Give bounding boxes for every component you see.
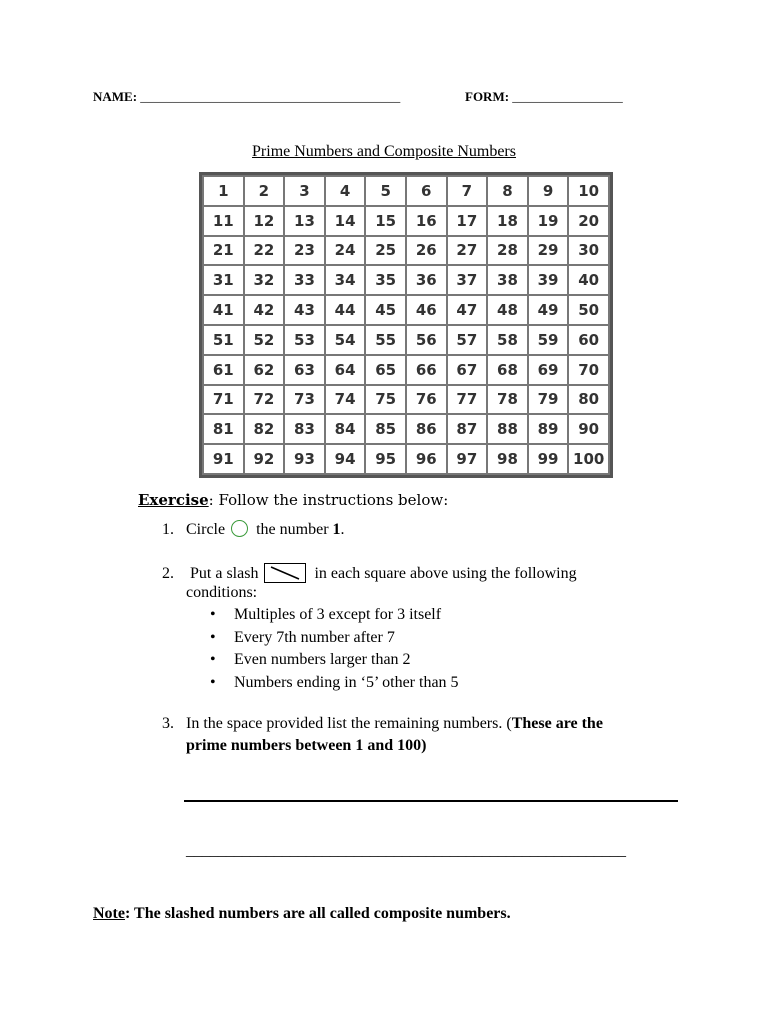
- grid-cell[interactable]: 67: [447, 355, 488, 385]
- grid-cell[interactable]: 87: [447, 414, 488, 444]
- grid-cell[interactable]: 70: [568, 355, 609, 385]
- grid-cell[interactable]: 51: [203, 325, 244, 355]
- grid-cell[interactable]: 93: [284, 444, 325, 474]
- grid-cell[interactable]: 56: [406, 325, 447, 355]
- page-title: Prime Numbers and Composite Numbers: [252, 143, 516, 160]
- grid-cell[interactable]: 59: [528, 325, 569, 355]
- grid-cell[interactable]: 22: [244, 236, 285, 266]
- exercise-instruction: : Follow the instructions below:: [208, 491, 449, 509]
- grid-cell[interactable]: 44: [325, 295, 366, 325]
- grid-cell[interactable]: 90: [568, 414, 609, 444]
- name-blank[interactable]: ________________________________________: [140, 89, 401, 104]
- grid-row: [203, 236, 609, 266]
- grid-cell[interactable]: 74: [325, 385, 366, 415]
- grid-row: [203, 325, 609, 355]
- grid-cell[interactable]: 50: [568, 295, 609, 325]
- grid-cell[interactable]: 12: [244, 206, 285, 236]
- grid-cell[interactable]: 84: [325, 414, 366, 444]
- grid-cell[interactable]: 92: [244, 444, 285, 474]
- grid-cell[interactable]: 23: [284, 236, 325, 266]
- grid-cell[interactable]: 14: [325, 206, 366, 236]
- grid-cell[interactable]: 73: [284, 385, 325, 415]
- grid-cell[interactable]: 60: [568, 325, 609, 355]
- note-label: Note: [93, 905, 125, 922]
- grid-cell[interactable]: 62: [244, 355, 285, 385]
- grid-cell[interactable]: 97: [447, 444, 488, 474]
- grid-cell[interactable]: 47: [447, 295, 488, 325]
- grid-cell[interactable]: 99: [528, 444, 569, 474]
- grid-cell[interactable]: 94: [325, 444, 366, 474]
- grid-cell[interactable]: 65: [365, 355, 406, 385]
- instruction-1: 1. Circle the number 1.: [162, 521, 345, 538]
- grid-cell[interactable]: 76: [406, 385, 447, 415]
- grid-cell[interactable]: 98: [487, 444, 528, 474]
- grid-cell[interactable]: 27: [447, 236, 488, 266]
- grid-cell[interactable]: 18: [487, 206, 528, 236]
- grid-row: [203, 414, 609, 444]
- condition-item: • Multiples of 3 except for 3 itself: [210, 606, 459, 629]
- condition-item: • Every 7th number after 7: [210, 629, 459, 652]
- conditions-list: [210, 606, 459, 696]
- grid-cell[interactable]: 86: [406, 414, 447, 444]
- grid-cell[interactable]: 4: [325, 176, 366, 206]
- grid-cell[interactable]: 11: [203, 206, 244, 236]
- grid-cell[interactable]: 45: [365, 295, 406, 325]
- grid-cell[interactable]: 29: [528, 236, 569, 266]
- grid-cell[interactable]: 71: [203, 385, 244, 415]
- form-field: [465, 89, 623, 105]
- answer-line-2[interactable]: _______________________________________________________: [186, 842, 626, 859]
- grid-cell[interactable]: 81: [203, 414, 244, 444]
- grid-cell[interactable]: 8: [487, 176, 528, 206]
- grid-cell[interactable]: 9: [528, 176, 569, 206]
- grid-cell[interactable]: 54: [325, 325, 366, 355]
- grid-cell[interactable]: 55: [365, 325, 406, 355]
- grid-cell[interactable]: 91: [203, 444, 244, 474]
- note-text: : The slashed numbers are all called composite numbers.: [124, 905, 511, 922]
- grid-cell[interactable]: 49: [528, 295, 569, 325]
- grid-cell[interactable]: 82: [244, 414, 285, 444]
- grid-cell[interactable]: 6: [406, 176, 447, 206]
- grid-cell[interactable]: 78: [487, 385, 528, 415]
- grid-cell[interactable]: 75: [365, 385, 406, 415]
- grid-cell[interactable]: 7: [447, 176, 488, 206]
- grid-cell[interactable]: 39: [528, 265, 569, 295]
- grid-cell[interactable]: 58: [487, 325, 528, 355]
- grid-row: [203, 206, 609, 236]
- grid-cell[interactable]: 83: [284, 414, 325, 444]
- grid-cell[interactable]: 24: [325, 236, 366, 266]
- grid-cell[interactable]: 13: [284, 206, 325, 236]
- grid-cell[interactable]: 52: [244, 325, 285, 355]
- grid-cell[interactable]: 96: [406, 444, 447, 474]
- grid-cell[interactable]: 100: [568, 444, 609, 474]
- name-field: [93, 89, 400, 105]
- instruction-2-cont: conditions:: [186, 584, 258, 601]
- form-blank[interactable]: _________________: [512, 89, 623, 104]
- grid-cell[interactable]: 1: [203, 176, 244, 206]
- exercise-label: Exercise: [138, 491, 209, 509]
- grid-cell[interactable]: 34: [325, 265, 366, 295]
- grid-cell[interactable]: 64: [325, 355, 366, 385]
- grid-cell[interactable]: 33: [284, 265, 325, 295]
- grid-cell[interactable]: 37: [447, 265, 488, 295]
- slash-icon: [264, 563, 306, 583]
- grid-cell[interactable]: 5: [365, 176, 406, 206]
- grid-cell[interactable]: 88: [487, 414, 528, 444]
- grid-row: [203, 385, 609, 415]
- grid-cell[interactable]: 85: [365, 414, 406, 444]
- condition-item: • Even numbers larger than 2: [210, 651, 459, 674]
- grid-cell[interactable]: 21: [203, 236, 244, 266]
- grid-cell[interactable]: 17: [447, 206, 488, 236]
- instruction-3: 3. In the space provided list the remaining numbers. (These are the: [162, 715, 603, 732]
- grid-cell[interactable]: 3: [284, 176, 325, 206]
- grid-cell[interactable]: 28: [487, 236, 528, 266]
- form-label: FORM:: [465, 89, 510, 104]
- grid-cell[interactable]: 15: [365, 206, 406, 236]
- grid-row: [203, 444, 609, 474]
- grid-row: [203, 176, 609, 206]
- grid-cell[interactable]: 95: [365, 444, 406, 474]
- exercise-heading: [138, 491, 448, 509]
- grid-cell[interactable]: 77: [447, 385, 488, 415]
- grid-cell[interactable]: 89: [528, 414, 569, 444]
- grid-cell[interactable]: 63: [284, 355, 325, 385]
- grid-cell[interactable]: 2: [244, 176, 285, 206]
- grid-cell[interactable]: 43: [284, 295, 325, 325]
- circle-icon: [231, 520, 248, 537]
- grid-cell[interactable]: 25: [365, 236, 406, 266]
- grid-row: [203, 265, 609, 295]
- grid-cell[interactable]: 26: [406, 236, 447, 266]
- grid-cell[interactable]: 41: [203, 295, 244, 325]
- grid-cell[interactable]: 46: [406, 295, 447, 325]
- answer-line-1[interactable]: [184, 800, 678, 802]
- grid-cell[interactable]: 10: [568, 176, 609, 206]
- grid-cell[interactable]: 38: [487, 265, 528, 295]
- grid-row: [203, 295, 609, 325]
- condition-item: • Numbers ending in ‘5’ other than 5: [210, 674, 459, 697]
- grid-cell[interactable]: 69: [528, 355, 569, 385]
- instruction-3-cont: prime numbers between 1 and 100): [186, 737, 427, 754]
- grid-cell[interactable]: 19: [528, 206, 569, 236]
- name-label: NAME:: [93, 89, 138, 104]
- grid-cell[interactable]: 57: [447, 325, 488, 355]
- grid-row: [203, 355, 609, 385]
- grid-cell[interactable]: 48: [487, 295, 528, 325]
- grid-cell[interactable]: 53: [284, 325, 325, 355]
- grid-cell[interactable]: 42: [244, 295, 285, 325]
- grid-cell[interactable]: 32: [244, 265, 285, 295]
- number-grid: [202, 175, 610, 475]
- grid-cell[interactable]: 20: [568, 206, 609, 236]
- note: [93, 905, 511, 923]
- grid-cell[interactable]: 40: [568, 265, 609, 295]
- grid-cell[interactable]: 68: [487, 355, 528, 385]
- grid-cell[interactable]: 16: [406, 206, 447, 236]
- hundred-chart: [199, 172, 613, 478]
- grid-cell[interactable]: 66: [406, 355, 447, 385]
- instruction-2: 2. Put a slash in each square above using the following: [162, 565, 577, 582]
- grid-cell[interactable]: 72: [244, 385, 285, 415]
- grid-cell[interactable]: 30: [568, 236, 609, 266]
- grid-cell[interactable]: 79: [528, 385, 569, 415]
- grid-cell[interactable]: 61: [203, 355, 244, 385]
- grid-cell[interactable]: 80: [568, 385, 609, 415]
- grid-cell[interactable]: 35: [365, 265, 406, 295]
- grid-cell[interactable]: 31: [203, 265, 244, 295]
- grid-cell[interactable]: 36: [406, 265, 447, 295]
